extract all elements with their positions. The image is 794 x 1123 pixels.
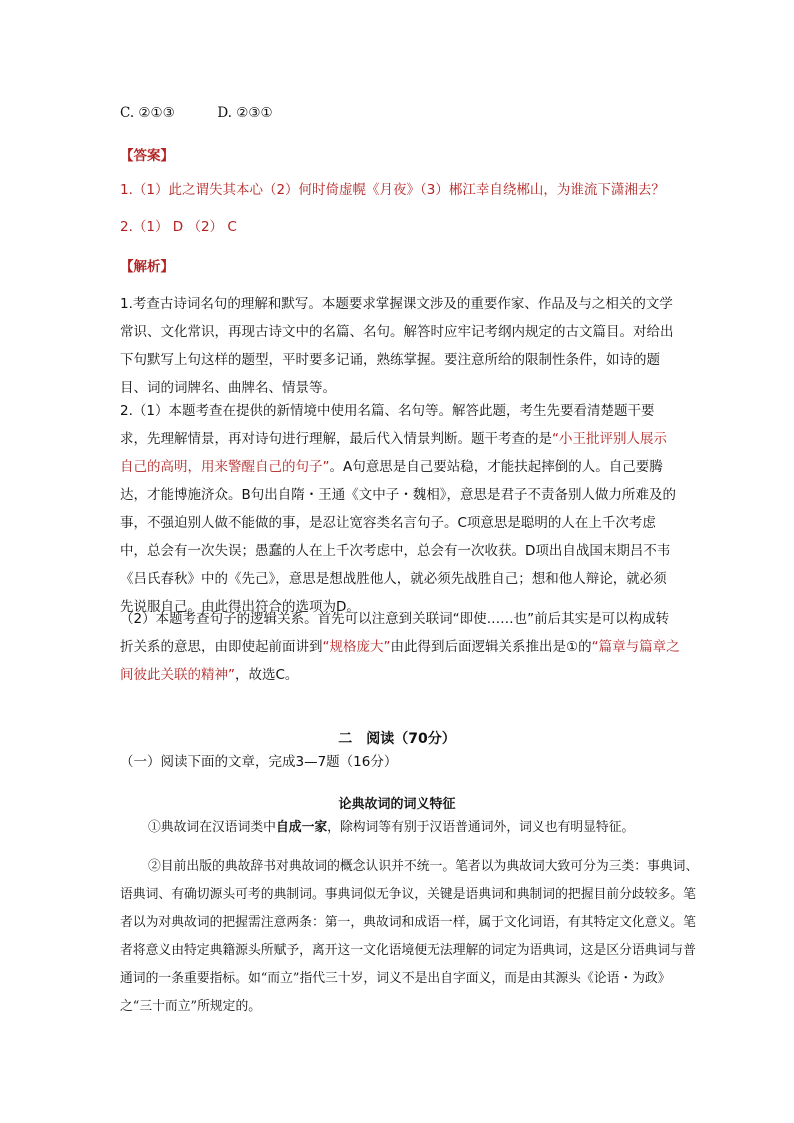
- analysis-p2-text-b: 。A句意思是自己要站稳，才能扶起摔倒的人。自己要腾达，才能博施济众。B句出自隋・王通《文中子・魏相》，意思是君子不责备别人做力所难及的事，不强迫别人做不能做的事，是忍让宽容类名言句子。C项意思是聪明的人在上千次考虑中，总会有一次失误；愚蠢的人在上千次考虑中，总会有一次收获。D项出自战国末期吕不韦《吕氏春秋》中的《先己》，意思是想战胜他人，就必须先战胜自己；想和他人辩论，就必须先说服自己。由此得出符合的选项为D。: [120, 459, 677, 615]
- answer-line-1: 1.（1）此之谓失其本心（2）何时倚虚幌《月夜》（3）郴江幸自绕郴山，为谁流下潇湘去？: [120, 182, 665, 198]
- article-p1-text-a: ①典故词在汉语词类中: [148, 820, 276, 835]
- answer-line-2: 2.（1） D （2） C: [120, 219, 237, 235]
- analysis-heading: 【解析】: [120, 259, 174, 275]
- option-d: D. ②③①: [217, 105, 273, 121]
- analysis-p3-quote-2: “篇章与篇章之间彼此关联的精神”: [120, 639, 680, 683]
- section-title: 二 阅读（70分）: [338, 731, 456, 747]
- section-instruction: （一）阅读下面的文章，完成3—7题（16分）: [120, 754, 398, 770]
- article-p1-text-b: ，除构词等有别于汉语普通词外，词义也有明显特征。: [327, 820, 635, 835]
- analysis-p2-quote: “小王批评别人展示自己的高明，用来警醒自己的句子”: [120, 431, 667, 475]
- analysis-p1-text: 1.考查古诗词名句的理解和默写。本题要求掌握课文涉及的重要作家、作品及与之相关的文学常识、文化常识，再现古诗文中的名篇、名句。解答时应牢记考纲内规定的古文篇目。对给出下句默写上句这样的题型，平时要多记诵，熟练掌握。要注意所给的限制性条件，如诗的题目、词的词牌名、曲牌名、情景等。: [120, 296, 674, 396]
- analysis-p3-text-c: ，故选C。: [235, 667, 299, 683]
- analysis-paragraph-3: [120, 605, 680, 689]
- article-title: 论典故词的词义特征: [338, 797, 456, 812]
- article-paragraph-1: [148, 814, 704, 842]
- article-paragraph-2: [120, 853, 702, 1021]
- analysis-paragraph-2: [120, 397, 680, 621]
- options-line: [120, 103, 273, 123]
- analysis-p2: [120, 397, 680, 621]
- answer-heading: 【答案】: [120, 148, 174, 164]
- analysis-p3-quote-1: “规格庞大”: [322, 639, 391, 655]
- analysis-p3-text-a: （2）本题考查句子的逻辑关系。首先可以注意到关联词“即使……也”前后其实是可以构成转折关系的意思，由即使起前面讲到: [120, 611, 670, 655]
- analysis-p2-text-a: 2.（1）本题考查在提供的新情境中使用名篇、名句等。解答此题，考生先要看清楚题干要求，先理解情景，再对诗句进行理解，最后代入情景判断。题干考查的是: [120, 403, 655, 447]
- option-c: C. ②①③: [120, 105, 175, 121]
- analysis-paragraph-1: [120, 290, 680, 402]
- article-p1-bold: 自成一家: [275, 820, 328, 835]
- article-p2-text: ②目前出版的典故辞书对典故词的概念认识并不统一。笔者以为典故词大致可分为三类：事典词、语典词、有确切源头可考的典制词。事典词似无争议，关键是语典词和典制词的把握目前分歧较多。笔者以为对典故词的把握需注意两条：第一，典故词和成语一样，属于文化词语，有其特定文化意义。笔者将意义由特定典籍源头所赋予，离开这一文化语境便无法理解的词定为语典词，这是区分语典词与普通词的一条重要指标。如“而立”指代三十岁，词义不是出自字面义，而是由其源头《论语・为政》之“三十而立”所规定的。: [120, 859, 699, 1014]
- analysis-p3: [120, 605, 680, 689]
- analysis-p3-text-b: 由此得到后面逻辑关系推出是①的: [390, 639, 592, 655]
